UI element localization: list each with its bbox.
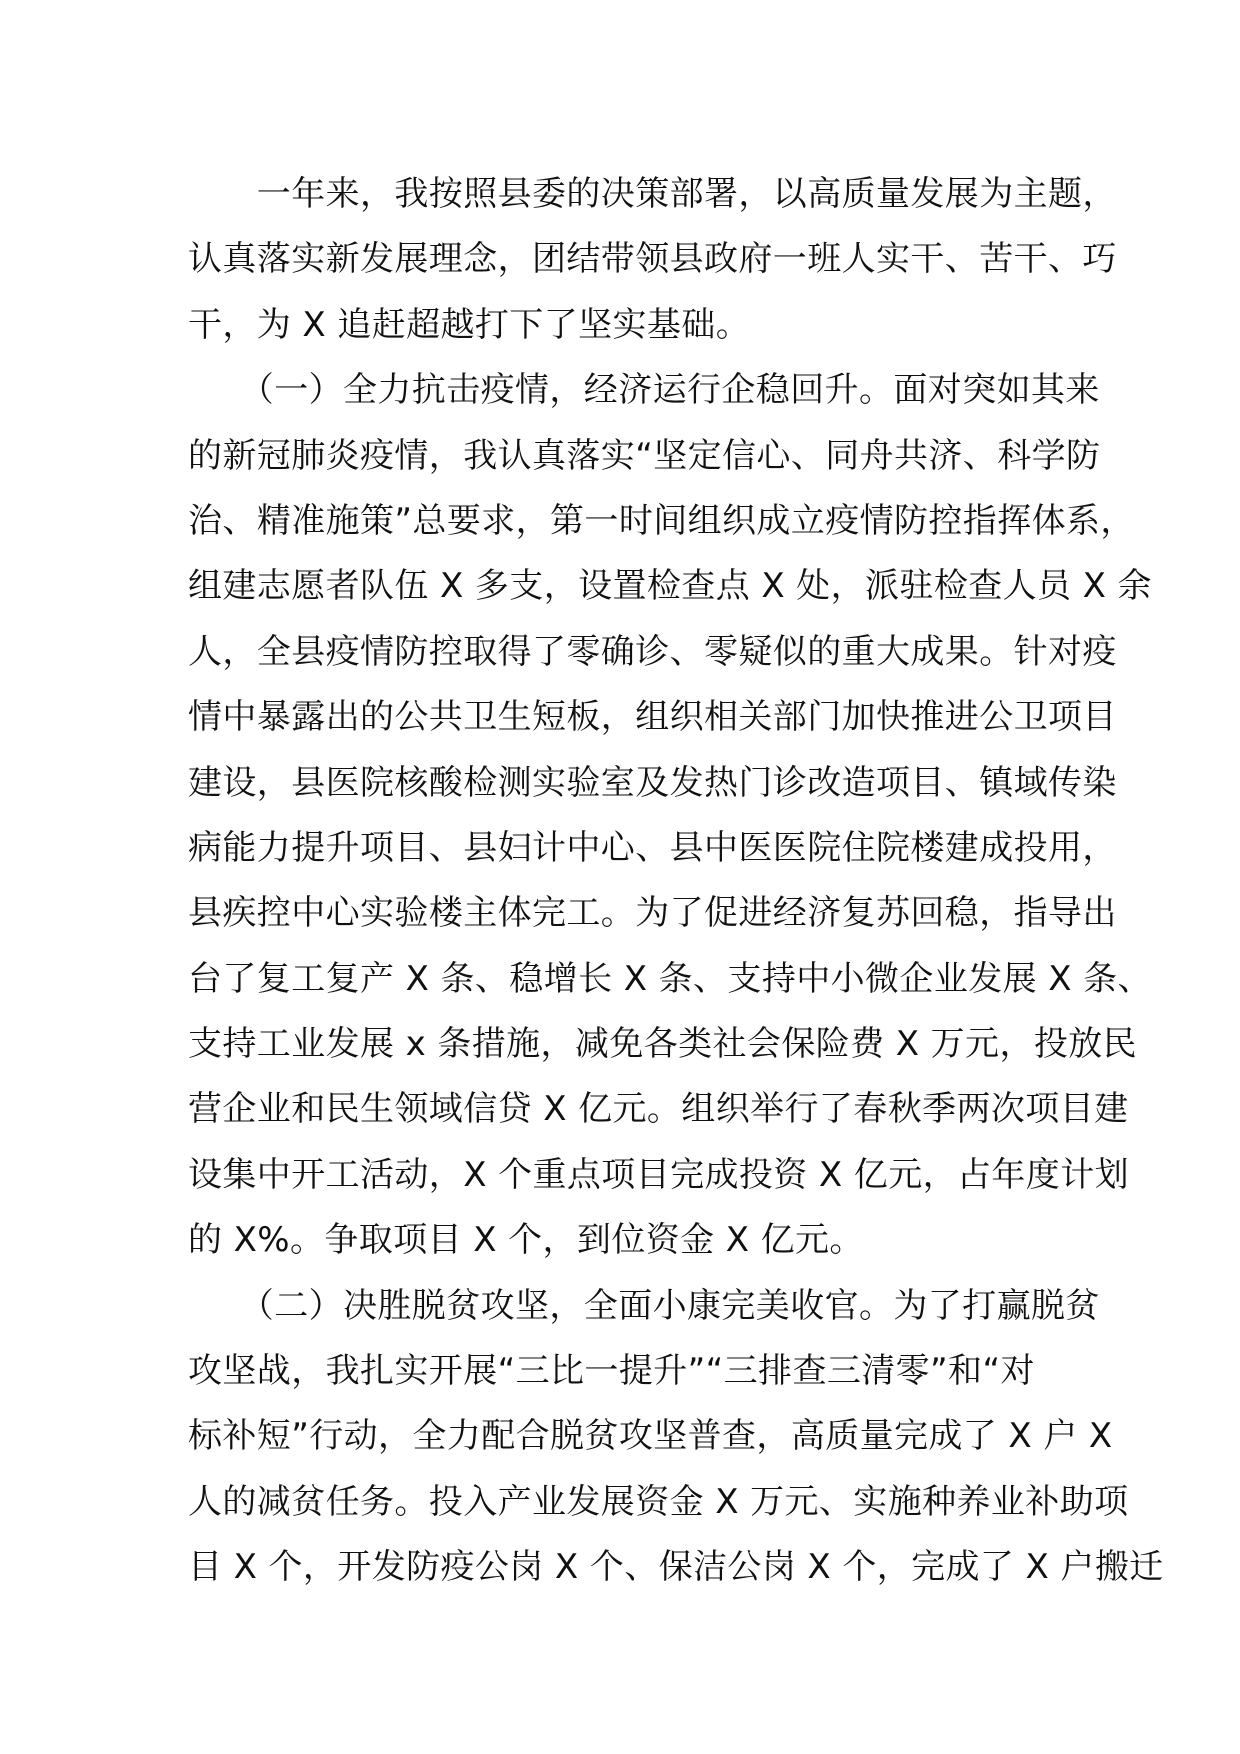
text-line: 人，全县疫情防控取得了零确诊、零疑似的重大成果。针对疫 — [188, 631, 1117, 672]
text-line: 营企业和民生领域信贷 X 亿元。组织举行了春秋季两次项目建 — [188, 1089, 1129, 1130]
text-line: 台了复工复产 X 条、稳增长 X 条、支持中小微企业发展 X 条、 — [188, 958, 1152, 999]
text-line: 认真落实新发展理念，团结带领县政府一班人实干、苦干、巧 — [188, 239, 1117, 280]
text-line: 组建志愿者队伍 X 多支，设置检查点 X 处，派驻检查人员 X 余 — [188, 566, 1152, 607]
text-line: 人的减贫任务。投入产业发展资金 X 万元、实施种养业补助项 — [188, 1481, 1129, 1522]
text-line: 干，为 X 追赶超越打下了坚实基础。 — [188, 304, 751, 345]
text-line: 县疾控中心实验楼主体完工。为了促进经济复苏回稳，指导出 — [188, 893, 1117, 934]
text-line: 一年来，我按照县委的决策部署，以高质量发展为主题， — [188, 174, 1117, 214]
text-line: 建设，县医院核酸检测实验室及发热门诊改造项目、镇域传染 — [188, 762, 1117, 803]
text-line: 的 X%。争取项目 X 个，到位资金 X 亿元。 — [188, 1220, 864, 1261]
text-line: （二）决胜脱贫攻坚，全面小康完美收官。为了打赢脱贫 — [188, 1285, 1100, 1326]
text-line: 病能力提升项目、县妇计中心、县中医医院住院楼建成投用， — [188, 827, 1117, 868]
text-line: 支持工业发展 x 条措施，减免各类社会保险费 X 万元，投放民 — [188, 1024, 1138, 1065]
body-text — [188, 162, 1164, 1601]
text-line: 治、精准施策”总要求，第一时间组织成立疫情防控指挥体系， — [188, 500, 1135, 541]
text-line: 目 X 个，开发防疫公岗 X 个、保洁公岗 X 个，完成了 X 户搬迁 — [188, 1547, 1164, 1588]
text-line: （一）全力抗击疫情，经济运行企稳回升。面对突如其来 — [188, 370, 1100, 411]
text-line: 标补短”行动，全力配合脱贫攻坚普查，高质量完成了 X 户 X — [188, 1416, 1113, 1457]
text-line: 的新冠肺炎疫情，我认真落实“坚定信心、同舟共济、科学防 — [188, 435, 1101, 476]
text-line: 设集中开工活动，X 个重点项目完成投资 X 亿元，占年度计划 — [188, 1154, 1130, 1195]
text-line: 情中暴露出的公共卫生短板，组织相关部门加快推进公卫项目 — [188, 697, 1117, 738]
text-line: 攻坚战，我扎实开展“三比一提升”“三排查三清零”和“对 — [188, 1351, 1035, 1392]
